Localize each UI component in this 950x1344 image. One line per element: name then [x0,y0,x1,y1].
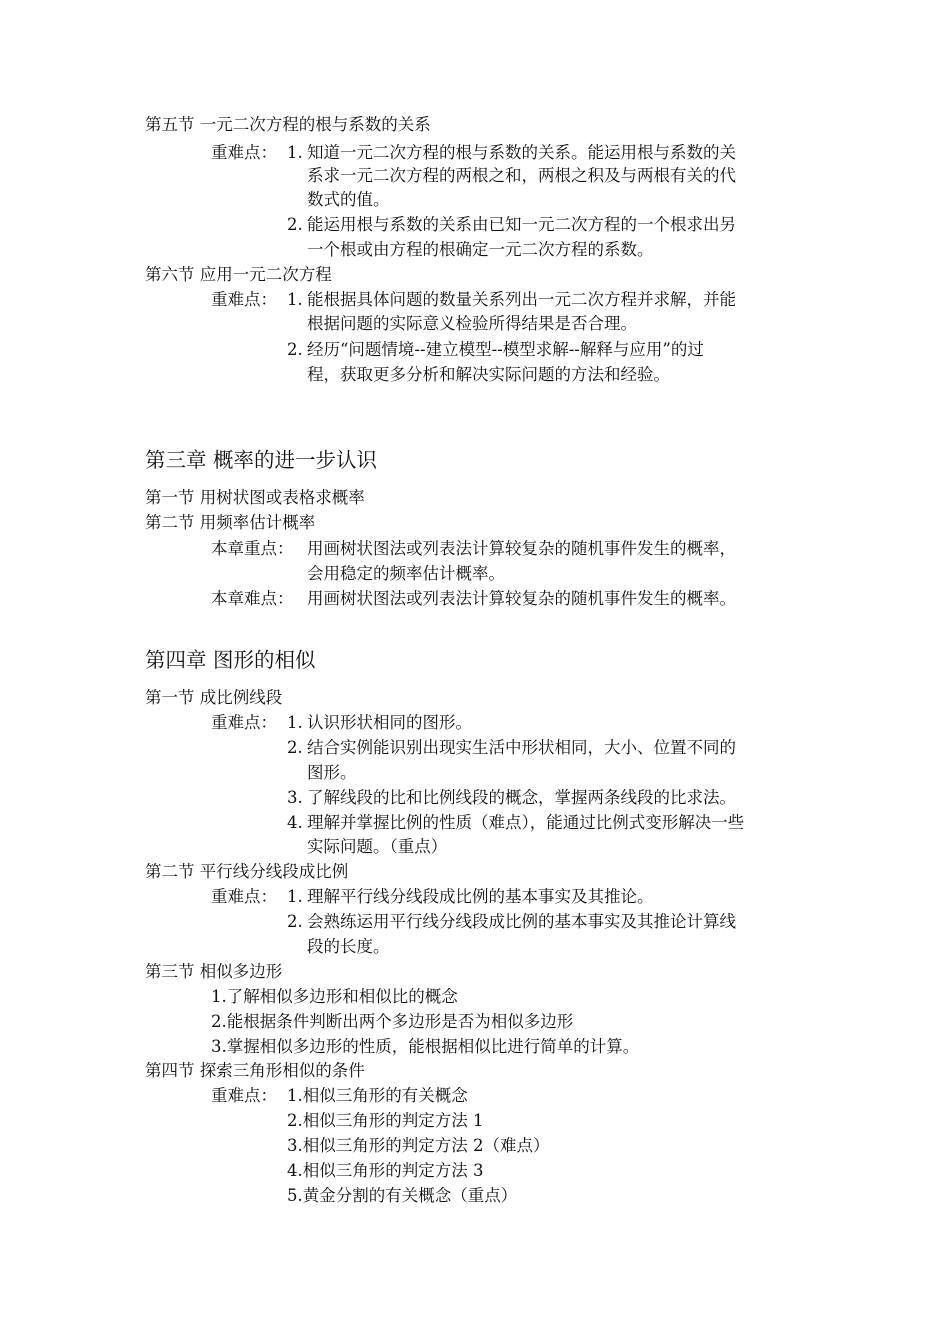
list-item: 2.相似三角形的判定方法 1 [287,1111,484,1130]
item-number: 1. [287,290,303,309]
item-text: 实际问题。（重点） [307,837,448,856]
key-points-label: 重难点： [211,887,277,906]
chapter-key-label: 本章重点： [211,539,294,558]
item-text: 知道一元二次方程的根与系数的关系。能运用根与系数的关 [307,143,736,162]
list-item: 1.了解相似多边形和相似比的概念 [211,987,458,1006]
item-text: 理解并掌握比例的性质（难点），能通过比例式变形解决一些 [307,813,745,832]
key-points-label: 重难点： [211,1086,277,1105]
list-item: 3.相似三角形的判定方法 2（难点） [287,1136,550,1155]
item-number: 2. [287,738,303,757]
item-number: 2. [287,340,303,359]
section-title: 第六节 应用一元二次方程 [145,265,332,284]
key-points-label: 重难点： [211,290,277,309]
list-item: 1.相似三角形的有关概念 [287,1086,468,1105]
item-number: 2. [287,912,303,931]
key-points-label: 重难点： [211,143,277,162]
chapter-difficulty-text: 用画树状图法或列表法计算较复杂的随机事件发生的概率。 [307,589,736,608]
item-number: 1. [287,887,303,906]
item-text: 程，获取更多分析和解决实际问题的方法和经验。 [307,365,670,384]
chapter-key-text: 会用稳定的频率估计概率。 [307,564,505,583]
item-number: 2. [287,215,303,234]
chapter-title: 第三章 概率的进一步认识 [145,448,378,472]
chapter-key-text: 用画树状图法或列表法计算较复杂的随机事件发生的概率， [307,539,736,558]
item-text: 经历“问题情境--建立模型--模型求解--解释与应用”的过 [307,340,704,359]
section-title: 第一节 成比例线段 [145,688,283,707]
chapter-difficulty-label: 本章难点： [211,589,294,608]
item-number: 4. [287,813,303,832]
section-title: 第四节 探索三角形相似的条件 [145,1061,365,1080]
list-item: 4.相似三角形的判定方法 3 [287,1161,484,1180]
item-text: 数式的值。 [307,190,390,209]
list-item: 3.掌握相似多边形的性质，能根据相似比进行简单的计算。 [211,1037,640,1056]
section-title: 第二节 用频率估计概率 [145,513,316,532]
item-text: 根据问题的实际意义检验所得结果是否合理。 [307,314,637,333]
item-text: 系求一元二次方程的两根之和，两根之积及与两根有关的代 [307,166,736,185]
list-item: 2.能根据条件判断出两个多边形是否为相似多边形 [211,1012,574,1031]
item-number: 3. [287,788,303,807]
item-text: 能运用根与系数的关系由已知一元二次方程的一个根求出另 [307,215,736,234]
item-text: 理解平行线分线段成比例的基本事实及其推论。 [307,887,654,906]
item-number: 1. [287,713,303,732]
item-number: 1. [287,143,303,162]
key-points-label: 重难点： [211,713,277,732]
item-text: 能根据具体问题的数量关系列出一元二次方程并求解，并能 [307,290,736,309]
item-text: 了解线段的比和比例线段的概念，掌握两条线段的比求法。 [307,788,736,807]
item-text: 图形。 [307,763,357,782]
item-text: 段的长度。 [307,937,390,956]
section-title: 第一节 用树状图或表格求概率 [145,488,365,507]
list-item: 5.黄金分割的有关概念（重点） [287,1186,518,1205]
section-title: 第五节 一元二次方程的根与系数的关系 [145,115,431,134]
chapter-title: 第四章 图形的相似 [145,648,316,672]
section-title: 第二节 平行线分线段成比例 [145,862,349,881]
item-text: 会熟练运用平行线分线段成比例的基本事实及其推论计算线 [307,912,736,931]
item-text: 一个根或由方程的根确定一元二次方程的系数。 [307,240,654,259]
item-text: 结合实例能识别出现实生活中形状相同，大小、位置不同的 [307,738,736,757]
item-text: 认识形状相同的图形。 [307,713,472,732]
section-title: 第三节 相似多边形 [145,962,283,981]
